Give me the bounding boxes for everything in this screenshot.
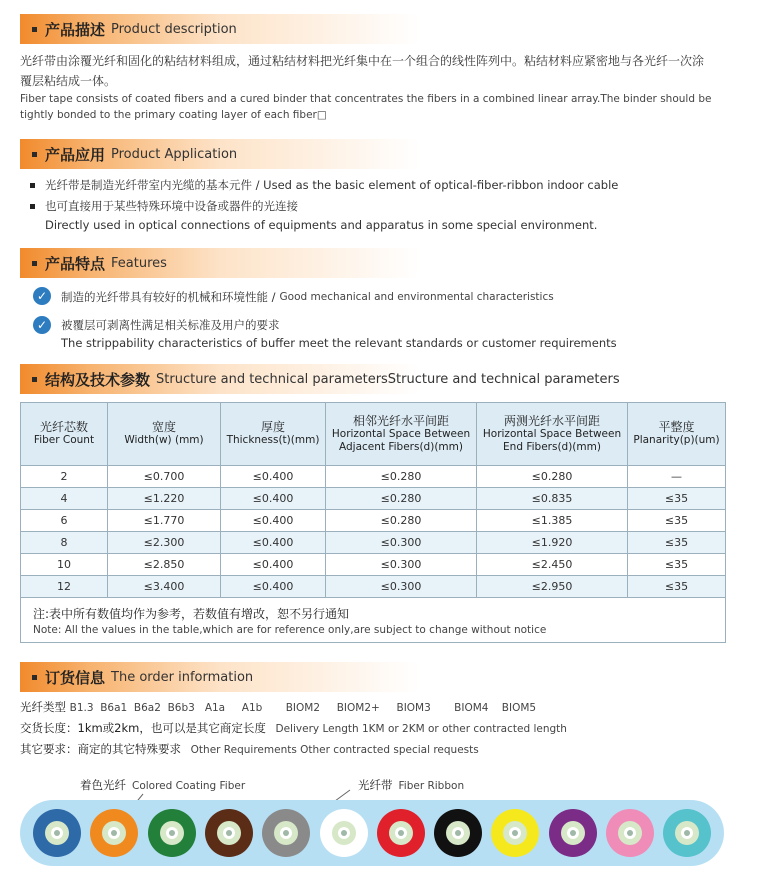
colored-fiber [90,809,138,857]
column-header: 光纤芯数 Fiber Count [21,403,108,466]
order-length-cn: 交货长度：1km或2km，也可以是其它商定长度 [20,721,266,735]
fiber-dot [398,830,404,836]
section-title-en: Product Application [111,146,238,162]
table-cell: ≤0.835 [477,488,628,510]
application-item-text: 也可直接用于某些特殊环境中设备或器件的光连接 [45,199,298,213]
colored-fiber-label-cn: 着色光纤 [80,778,126,792]
order-type-values: B1.3 B6a1 B6a2 B6b3 A1a A1b BIOM2 BIOM2+ BIOM3 BIOM4 BIOM5 [69,702,537,714]
feature-item-cn: 制造的光纤带具有较好的机械和环境性能 / [61,290,276,304]
application-item-en: Directly used in optical connections of equipments and apparatus in some special environment. [45,218,598,232]
column-header: 相邻光纤水平间距 Horizontal Space Between Adjacent Fibers(d)(mm) [326,403,477,466]
colored-fiber-label-en: Colored Coating Fiber [132,780,246,792]
column-header: 厚度 Thickness(t)(mm) [221,403,326,466]
colored-fiber [205,809,253,857]
table-cell: ≤35 [628,488,726,510]
description-en-line2: tightly bonded to the primary coating layer of each fiber□ [20,109,327,121]
table-note-cn: 注:表中所有数值均作为参考，若数值有增改，恕不另行通知 [33,606,350,621]
fiber-dot [169,830,175,836]
table-cell: 2 [21,466,108,488]
table-cell: ≤35 [628,554,726,576]
table-cell: ≤0.700 [108,466,221,488]
colored-fiber [262,809,310,857]
table-cell: ≤0.400 [221,576,326,598]
section-title-en: Product description [111,21,237,37]
column-header: 平整度 Planarity(p)(um) [628,403,726,466]
section-title-cn: 产品应用 [45,145,106,164]
colored-fiber [434,809,482,857]
description-en-line1: Fiber tape consists of coated fibers and a cured binder that concentrates the fibers in a combined linear array.The binder should be [20,93,712,105]
colored-fiber [377,809,425,857]
table-cell: ≤0.280 [326,510,477,532]
section-title-cn: 产品特点 [45,254,106,273]
table-cell: ≤1.920 [477,532,628,554]
section-title-en: Features [111,255,167,271]
feature-item-en: Good mechanical and environmental characteristics [279,291,554,303]
colored-fiber [320,809,368,857]
description-cn-line1: 光纤带由涂覆光纤和固化的粘结材料组成，通过粘结材料把光纤集中在一个组合的线性阵列中。粘结材料应紧密地与各光纤一次涂 [20,54,705,68]
table-cell: ≤0.280 [326,488,477,510]
order-length-en: Delivery Length 1KM or 2KM or other contracted length [275,723,567,735]
table-cell: ≤2.850 [108,554,221,576]
table-cell: ≤3.400 [108,576,221,598]
fiber-dot [341,830,347,836]
table-cell: ≤35 [628,532,726,554]
description-cn-line2: 覆层粘结成一体。 [20,74,117,88]
section-title-cn: 产品描述 [45,20,106,39]
table-cell: ≤0.400 [221,488,326,510]
check-icon: ✓ [33,287,51,305]
fiber-dot [570,830,576,836]
table-cell: ≤0.400 [221,466,326,488]
column-header: 宽度 Width(w) (mm) [108,403,221,466]
table-cell: ≤1.220 [108,488,221,510]
table-cell: ≤0.300 [326,532,477,554]
feature-item-en: The strippability characteristics of buffer meet the relevant standards or customer requirements [61,336,617,350]
check-icon: ✓ [33,316,51,334]
table-cell: 12 [21,576,108,598]
table-cell: 10 [21,554,108,576]
fiber-dot [627,830,633,836]
table-cell: ≤0.400 [221,532,326,554]
colored-fiber [663,809,711,857]
table-cell: 6 [21,510,108,532]
table-cell: ≤0.300 [326,554,477,576]
fiber-ribbon-label-cn: 光纤带 [358,778,393,792]
table-cell: ≤0.400 [221,510,326,532]
order-other-cn: 其它要求：商定的其它特殊要求 [20,742,181,756]
section-title-cn: 结构及技术参数 [45,370,151,389]
table-cell: ≤0.280 [326,466,477,488]
colored-fiber [549,809,597,857]
table-cell: ≤2.950 [477,576,628,598]
order-type-label: 光纤类型 [20,700,66,714]
fiber-ribbon-label-en: Fiber Ribbon [398,780,465,792]
table-note-en: Note: All the values in the table,which are for reference only,are subject to change without notice [33,623,547,636]
colored-fiber [148,809,196,857]
column-header: 两测光纤水平间距 Horizontal Space Between End Fibers(d)(mm) [477,403,628,466]
table-cell: — [628,466,726,488]
colored-fiber [606,809,654,857]
colored-fiber [33,809,81,857]
section-title-en: Structure and technical parametersStructure and technical parameters [156,371,620,387]
application-item-text: 光纤带是制造光纤带室内光缆的基本元件 / Used as the basic element of optical-fiber-ribbon indoor cable [45,178,619,192]
table-cell: ≤35 [628,576,726,598]
table-cell: 8 [21,532,108,554]
section-title-cn: 订货信息 [45,668,106,687]
table-cell: ≤1.385 [477,510,628,532]
feature-item-cn: 被覆层可剥离性满足相关标准及用户的要求 [61,318,280,332]
table-cell: ≤0.280 [477,466,628,488]
table-cell: ≤1.770 [108,510,221,532]
table-cell: ≤2.450 [477,554,628,576]
table-cell: ≤0.400 [221,554,326,576]
table-cell: 4 [21,488,108,510]
fiber-dot [54,830,60,836]
table-cell: ≤0.300 [326,576,477,598]
order-other-en: Other Requirements Other contracted special requests [190,744,479,756]
section-title-en: The order information [111,669,254,685]
table-cell: ≤2.300 [108,532,221,554]
fiber-dot [226,830,232,836]
table-cell: ≤35 [628,510,726,532]
